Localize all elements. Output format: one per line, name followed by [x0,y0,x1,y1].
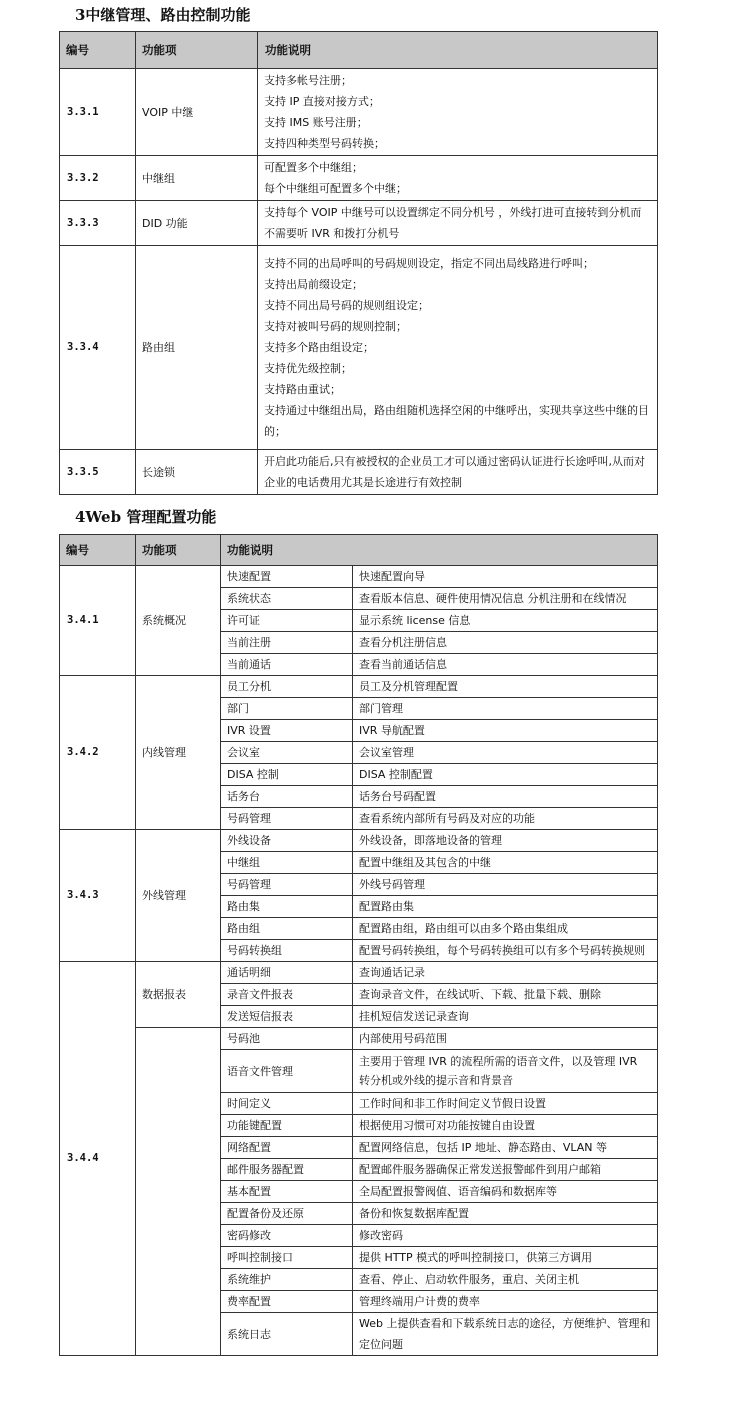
table-header-row [60,535,658,566]
sub-item: 系统状态 [221,588,353,610]
header-function-desc: 功能说明 [221,535,658,566]
desc-line: 支持优先级控制； [264,362,352,375]
sub-desc: 备份和恢复数据库配置 [353,1203,658,1225]
sub-desc: 外线设备，即落地设备的管理 [353,830,658,852]
sub-item: 功能键配置 [221,1115,353,1137]
sub-desc: 查询通话记录 [353,962,658,984]
sub-desc: 工作时间和非工作时间定义节假日设置 [353,1093,658,1115]
table-row [60,676,658,698]
sub-desc: 配置邮件服务器确保正常发送报警邮件到用户邮箱 [353,1159,658,1181]
table-row [60,1028,658,1050]
row-item [136,1028,221,1356]
desc-line: 支持 IP 直接对接方式； [264,95,380,108]
row-item: 中继组 [136,156,258,201]
table-row [60,830,658,852]
desc-line: 支持四种类型号码转换； [264,137,385,150]
table-header-row [60,32,658,69]
row-number: 3.3.3 [60,201,136,246]
sub-item: 中继组 [221,852,353,874]
sub-item: 号码管理 [221,874,353,896]
sub-item: 通话明细 [221,962,353,984]
sub-desc: 管理终端用户计费的费率 [353,1291,658,1313]
sub-item: 发送短信报表 [221,1006,353,1028]
row-desc [258,69,658,156]
table-row [60,566,658,588]
header-function-item: 功能项 [136,535,221,566]
sub-item: 系统维护 [221,1269,353,1291]
row-number: 3.3.4 [60,246,136,450]
header-number: 编号 [60,535,136,566]
section4-title: 4Web 管理配置功能 [75,508,217,526]
sub-desc: 查看分机注册信息 [353,632,658,654]
sub-item: 会议室 [221,742,353,764]
table-row [60,450,658,495]
header-number: 编号 [60,32,136,69]
row-item: 外线管理 [136,830,221,962]
desc-line: 可配置多个中继组； [264,161,363,174]
row-number: 3.3.5 [60,450,136,495]
sub-item: 路由集 [221,896,353,918]
sub-desc: 全局配置报警阀值、语音编码和数据库等 [353,1181,658,1203]
row-item: 内线管理 [136,676,221,830]
row-item: 路由组 [136,246,258,450]
row-number: 3.4.3 [60,830,136,962]
sub-desc: 显示系统 license 信息 [353,610,658,632]
desc-line: 支持不同的出局呼叫的号码规则设定，指定不同出局线路进行呼叫； [264,257,594,270]
sub-desc: Web 上提供查看和下载系统日志的途径，方便维护、管理和定位问题 [353,1313,658,1356]
header-function-desc: 功能说明 [258,32,658,69]
sub-desc: 员工及分机管理配置 [353,676,658,698]
sub-item: 号码管理 [221,808,353,830]
sub-item: 配置备份及还原 [221,1203,353,1225]
row-desc [258,156,658,201]
sub-item: DISA 控制 [221,764,353,786]
row-number: 3.3.2 [60,156,136,201]
header-function-item: 功能项 [136,32,258,69]
table-row [60,156,658,201]
sub-item: 邮件服务器配置 [221,1159,353,1181]
sub-item: 当前通话 [221,654,353,676]
sub-item: 许可证 [221,610,353,632]
sub-desc: 内部使用号码范围 [353,1028,658,1050]
sub-desc: 查看、停止、启动软件服务，重启、关闭主机 [353,1269,658,1291]
sub-item: 系统日志 [221,1313,353,1356]
sub-item: 录音文件报表 [221,984,353,1006]
row-desc: 支持每个 VOIP 中继号可以设置绑定不同分机号 ，外线打进可直接转到分机而不需要听 IVR 和拨打分机号 [258,201,658,246]
row-number: 3.4.4 [60,962,136,1356]
row-item: 系统概况 [136,566,221,676]
sub-desc: 根据使用习惯可对功能按键自由设置 [353,1115,658,1137]
table-row [60,201,658,246]
table-row [60,246,658,450]
sub-desc: 查看版本信息、硬件使用情况信息 分机注册和在线情况 [353,588,658,610]
row-desc: 开启此功能后,只有被授权的企业员工才可以通过密码认证进行长途呼叫,从而对企业的电话费用尤其是长途进行有效控制 [258,450,658,495]
sub-desc: 查看当前通话信息 [353,654,658,676]
row-number: 3.4.2 [60,676,136,830]
sub-desc: 快速配置向导 [353,566,658,588]
sub-desc: 挂机短信发送记录查询 [353,1006,658,1028]
desc-line: 支持多个路由组设定； [264,341,374,354]
desc-line: 支持不同出局号码的规则组设定； [264,299,429,312]
row-desc [258,246,658,450]
desc-line: 支持出局前缀设定； [264,278,363,291]
sub-item: 号码池 [221,1028,353,1050]
sub-desc: 查看系统内部所有号码及对应的功能 [353,808,658,830]
row-number: 3.3.1 [60,69,136,156]
desc-line: 每个中继组可配置多个中继； [264,182,407,195]
sub-item: 费率配置 [221,1291,353,1313]
sub-desc: 配置路由集 [353,896,658,918]
row-item: 数据报表 [136,962,221,1028]
sub-item: 时间定义 [221,1093,353,1115]
sub-item: 话务台 [221,786,353,808]
sub-desc: 提供 HTTP 模式的呼叫控制接口，供第三方调用 [353,1247,658,1269]
sub-desc: 外线号码管理 [353,874,658,896]
sub-item: 网络配置 [221,1137,353,1159]
sub-item: 路由组 [221,918,353,940]
sub-item: 密码修改 [221,1225,353,1247]
sub-desc: 部门管理 [353,698,658,720]
sub-desc: 会议室管理 [353,742,658,764]
desc-line: 支持对被叫号码的规则控制； [264,320,407,333]
trunk-routing-table [59,31,658,495]
sub-item: 当前注册 [221,632,353,654]
sub-item: 部门 [221,698,353,720]
sub-item: 基本配置 [221,1181,353,1203]
sub-item: 员工分机 [221,676,353,698]
sub-desc: 配置网络信息，包括 IP 地址、静态路由、VLAN 等 [353,1137,658,1159]
desc-line: 支持通过中继组出局，路由组随机选择空闲的中继呼出，实现共享这些中继的目的； [264,404,649,438]
sub-desc: 配置号码转换组，每个号码转换组可以有多个号码转换规则 [353,940,658,962]
web-management-table [59,534,658,1356]
sub-desc: 话务台号码配置 [353,786,658,808]
sub-item: 呼叫控制接口 [221,1247,353,1269]
sub-item: 外线设备 [221,830,353,852]
sub-item: IVR 设置 [221,720,353,742]
sub-desc: 查询录音文件，在线试听、下载、批量下载、删除 [353,984,658,1006]
sub-desc: DISA 控制配置 [353,764,658,786]
section3-title: 3中继管理、路由控制功能 [75,6,251,24]
row-item: 长途锁 [136,450,258,495]
table-row [60,69,658,156]
sub-item: 号码转换组 [221,940,353,962]
desc-line: 支持路由重试； [264,383,341,396]
sub-desc: 修改密码 [353,1225,658,1247]
sub-desc: 主要用于管理 IVR 的流程所需的语音文件，以及管理 IVR 转分机或外线的提示音和背景音 [353,1050,658,1093]
row-item: DID 功能 [136,201,258,246]
desc-line: 支持 IMS 账号注册； [264,116,368,129]
sub-item: 快速配置 [221,566,353,588]
row-item: VOIP 中继 [136,69,258,156]
table-row [60,962,658,984]
sub-desc: IVR 导航配置 [353,720,658,742]
sub-desc: 配置中继组及其包含的中继 [353,852,658,874]
sub-desc: 配置路由组，路由组可以由多个路由集组成 [353,918,658,940]
sub-item: 语音文件管理 [221,1050,353,1093]
row-number: 3.4.1 [60,566,136,676]
desc-line: 支持多帐号注册； [264,74,352,87]
